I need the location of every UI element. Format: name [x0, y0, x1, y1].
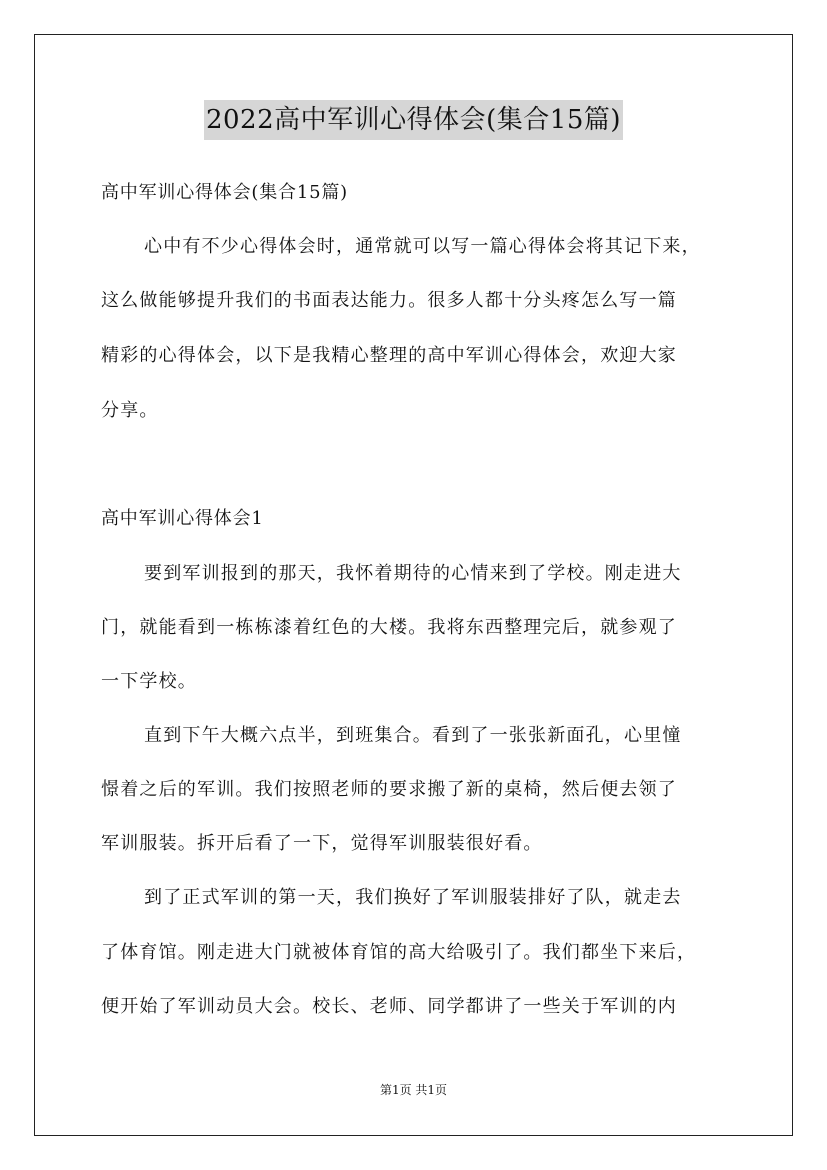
title-container: [0, 100, 827, 140]
document-subtitle: 高中军训心得体会(集合15篇): [101, 182, 348, 203]
intro-line-1: 心中有不少心得体会时，通常就可以写一篇心得体会将其记下来，: [144, 236, 701, 257]
paragraph1-line-2: 门，就能看到一栋栋漆着红色的大楼。我将东西整理完后，就参观了: [101, 617, 677, 638]
paragraph3-line-2: 了体育馆。刚走进大门就被体育馆的高大给吸引了。我们都坐下来后，: [101, 942, 697, 963]
paragraph2-line-2: 憬着之后的军训。我们按照老师的要求搬了新的桌椅，然后便去领了: [101, 779, 677, 800]
paragraph3-line-3: 便开始了军训动员大会。校长、老师、同学都讲了一些关于军训的内: [101, 996, 677, 1017]
document-title: 2022高中军训心得体会(集合15篇): [204, 100, 623, 140]
intro-line-4: 分享。: [101, 400, 159, 421]
paragraph2-line-3: 军训服装。拆开后看了一下，觉得军训服装很好看。: [101, 833, 543, 854]
intro-line-3: 精彩的心得体会，以下是我精心整理的高中军训心得体会，欢迎大家: [101, 345, 677, 366]
paragraph2-line-1: 直到下午大概六点半，到班集合。看到了一张张新面孔，心里憧: [144, 725, 682, 746]
section-heading: 高中军训心得体会1: [101, 508, 264, 529]
intro-line-2: 这么做能够提升我们的书面表达能力。很多人都十分头疼怎么写一篇: [101, 290, 677, 311]
paragraph1-line-3: 一下学校。: [101, 671, 197, 692]
page-number: 第1页 共1页: [379, 1083, 448, 1097]
paragraph1-line-1: 要到军训报到的那天，我怀着期待的心情来到了学校。刚走进大: [144, 563, 682, 584]
paragraph3-line-1: 到了正式军训的第一天，我们换好了军训服装排好了队，就走去: [144, 887, 682, 908]
